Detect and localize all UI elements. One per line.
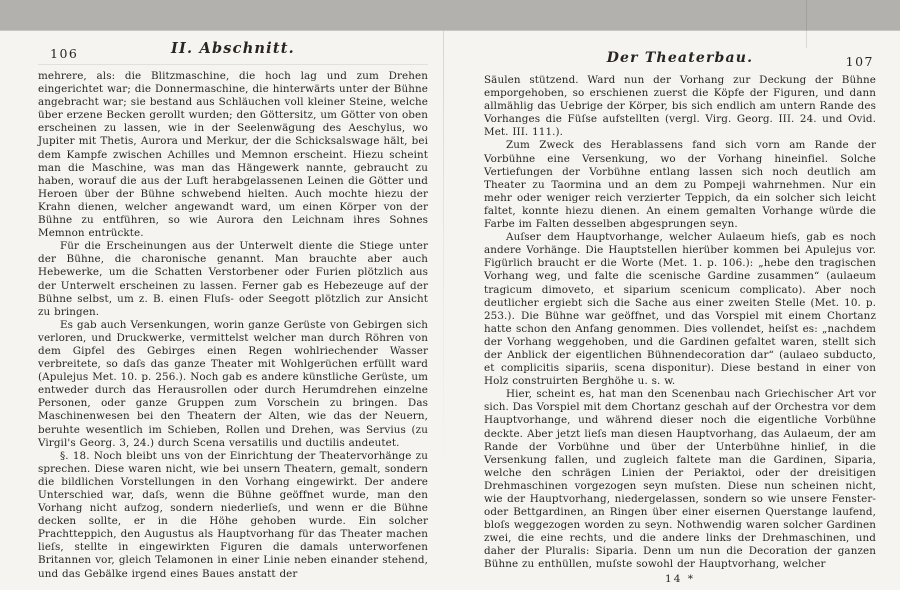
scan-crease <box>806 0 807 48</box>
paragraph: Hier, scheint es, hat man den Scenenbau nach Griechischer Art vor sich. Das Vorspiel mit dem Chortanz geschah auf der Orchestra vor dem Hauptvorhange, und während dieser noch die eigentliche Vorbühne deckte. Aber jetzt lieſs man diesen Hauptvorhang, das Aulaeum, der am Rande der Vorbühne und über der Unterbühne hinlief, in die Versenkung fallen, und zugleich faltete man die Gardinen, Siparia, welche den schrägen Linien der Periaktoi, oder der dreisitigen Drehmaschinen vorgezogen seyn muſsten. Diese nun scheinen nicht, wie der Hauptvorhang, niedergelassen, sondern so wie unsere Fenster- oder Bettgardinen, an Ringen über einer eisernen Querstange laufend, bloſs weggezogen worden zu seyn. Nothwendig waren solcher Gardinen zwei, die eine rechts, und die andere links der Drehmaschinen, und daher der Pluralis: Siparia. Denn um nun die Decoration der ganzen Bühne zu enthüllen, muſste sowohl der Hauptvorhang, welcher <box>484 388 876 571</box>
left-page-header <box>38 40 428 70</box>
right-page-text <box>484 74 876 572</box>
scan-edge-band <box>0 0 900 31</box>
paragraph: §. 18. Noch bleibt uns von der Einrichtung der Theatervorhänge zu sprechen. Diese waren nicht, wie bei unsern Theatern, gemalt, sondern die bildlichen Vorstellungen in den Vorhang eingewirkt. Der andere Unterschied war, daſs, wenn die Bühne geöffnet wurde, man den Vorhang nicht aufzog, sondern niederlieſs, und wenn er die Bühne decken sollte, er in die Höhe gehoben wurde. Ein solcher Prachtteppich, den Augustus als Hauptvorhang für das Theater machen lieſs, stellte in eingewirkten Figuren die damals unterworfenen Britannen vor, gleich Telamonen in einer Linie neben einander stehend, und das Gebälke irgend eines Baues anstatt der <box>38 449 428 580</box>
paragraph: Auſser dem Hauptvorhange, welcher Aulaeum hieſs, gab es noch andere Vorhänge. Die Hauptstellen hierüber kommen bei Apulejus vor. Figürlich braucht er die Worte (Met. 1. p. 106.): „hebe den tragischen Vorhang weg, und falte die scenische Gardine zusammen“ (aulaeum tragicum dimoveto, et siparium scenicum complicato). Aber noch deutlicher ergiebt sich die Sache aus einer zweiten Stelle (Met. 10. p. 253.). Die Bühne war geöffnet, und das Vorspiel mit einem Chortanz hatte schon den Anfang genommen. Dies vollendet, heiſst es: „nachdem der Vorhang weggehoben, und die Gardinen gefaltet waren, stellt sich der Anblick der eigentlichen Bühnendecoration dar“ (aulaeo subducto, et complicitis sipariis, scena disponitur). Diese bestand in einer von Holz construirten Berghöhe u. s. w. <box>484 231 876 388</box>
right-page <box>484 44 876 585</box>
left-page-number: 106 <box>50 46 79 61</box>
left-page-text <box>38 70 428 581</box>
signature-mark: 14 * <box>665 572 695 585</box>
left-running-title: II. Abschnitt. <box>171 40 295 57</box>
page-gutter-crease <box>443 31 444 481</box>
paragraph: mehrere, als: die Blitzmaschine, die hoch lag und zum Drehen eingerichtet war; die Donnermaschine, die hinterwärts unter der Bühne angebracht war; sie bestand aus Schläuchen voll kleiner Steine, welche über erzene Becken gerollt wurden; den Göttersitz, um Götter von oben erscheinen zu lassen, wie in der Seelenwägung des Aeschylus, wo Jupiter mit Thetis, Aurora und Merkur, der die Schicksalswage hält, bei dem Kampfe zwischen Achilles und Memnon erscheint. Hiezu scheint man die Maschine, was man das Hängewerk nannte, gebraucht zu haben, worauf die aus der Luft herabgelassenen Leinen die Götter und Heroen über der Bühne schwebend hielten. Auch mochte hiezu der Krahn dienen, welcher angewandt ward, um einen Körper von der Bühne zu entführen, so wie Aurora den Leichnam ihres Sohnes Memnon entrückte. <box>38 70 428 240</box>
right-page-number: 107 <box>845 54 874 69</box>
left-page <box>38 40 428 581</box>
paragraph: Es gab auch Versenkungen, worin ganze Gerüste von Gebirgen sich verloren, und Druckwerke, vermittelst welcher man durch Röhren von dem Gipfel des Gebirges einen Regen wohlriechender Wasser verbreitete, so daſs das ganze Theater mit Wohlgerüchen erfüllt ward (Apulejus Met. 10. p. 256.). Noch gab es andere künstliche Gerüste, um entweder durch das Herausrollen oder durch Herumdrehen einzelne Personen, oder ganze Gruppen zum Vorschein zu bringen. Das Maschinenwesen bei den Theatern der Alten, wie das der Neuern, beruhte wesentlich im Schieben, Rollen und Drehen, was Servius (zu Virgil's Georg. 3, 24.) durch Scena versatilis und ductilis andeutet. <box>38 318 428 449</box>
paragraph: Für die Erscheinungen aus der Unterwelt diente die Stiege unter der Bühne, die charonische genannt. Man brauchte aber auch Hebewerke, um die Schatten Verstorbener oder Furien plötzlich aus der Unterwelt erscheinen zu lassen. Ferner gab es Hebezeuge auf der Bühne selbst, um z. B. einen Fluſs- oder Seegott plötzlich zur Ansicht zu bringen. <box>38 240 428 318</box>
right-page-header <box>484 44 876 74</box>
header-rule <box>38 64 428 65</box>
right-running-title: Der Theaterbau. <box>606 50 754 66</box>
paragraph: Zum Zweck des Herablassens fand sich vorn am Rande der Vorbühne eine Versenkung, wo der Vorhang hineinfiel. Solche Vertiefungen der Vorbühne entlang lassen sich noch deutlich am Theater zu Taormina und an dem zu Pompeji wahrnehmen. Nur ein mehr oder weniger reich verzierter Teppich, da ein solcher sich leicht faltet, konnte hiezu dienen. An einem gemalten Vorhange würde die Farbe im Falten desselben abgesprungen seyn. <box>484 139 876 231</box>
paragraph: Säulen stützend. Ward nun der Vorhang zur Deckung der Bühne emporgehoben, so erschienen zuerst die Köpfe der Figuren, und dann allmählig das Uebrige der Körper, bis sich endlich am untern Rande des Vorhanges die Füſse aufstellten (vergl. Virg. Georg. III. 24. und Ovid. Met. III. 111.). <box>484 74 876 139</box>
